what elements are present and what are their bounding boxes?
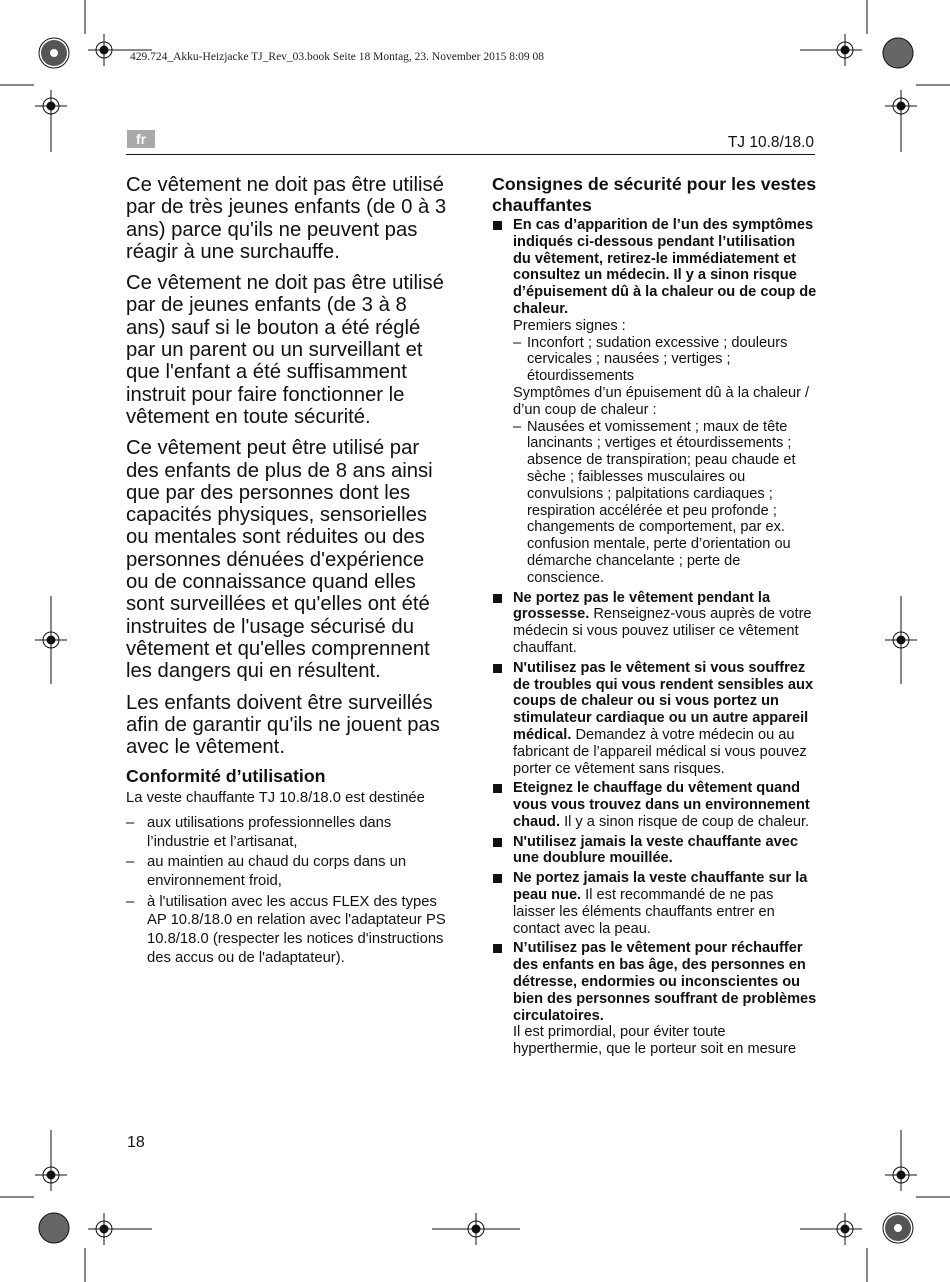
safety-list [492, 217, 817, 1058]
conformity-intro: La veste chauffante TJ 10.8/18.0 est destinée [126, 790, 425, 807]
bullet-text: Il y a sinon risque de coup de chaleur. [560, 813, 810, 830]
list-item [492, 834, 817, 868]
bullet-bold-text: N’utilisez pas le vêtement pour réchauffer des enfants en bas âge, des personnes en détresse, endormies ou inconscientes ou bien des personnes souffrant de problèmes circulatoires. [513, 940, 817, 1024]
crosshair-mark-bottom-right [800, 1213, 862, 1245]
left-column [126, 174, 451, 970]
bullet-bold-text: N'utilisez jamais la veste chauffante avec une doublure mouillée. [513, 833, 798, 867]
list-item [492, 940, 817, 1058]
starburst-mark-bottom-left [39, 1213, 69, 1243]
first-signs-text: – Inconfort ; sudation excessive ; douleurs cervicales ; nausées ; vertiges ; étourdissements [513, 335, 817, 385]
model-label: TJ 10.8/18.0 [727, 134, 814, 151]
list-item: – à l'utilisation avec les accus FLEX des types AP 10.8/18.0 en relation avec l'adaptateur PS 10.8/18.0 (respecter les notices d'instructions des accus ou de l'adaptateur). [126, 893, 451, 968]
crosshair-mark-right-lower [885, 1130, 917, 1191]
bullet-square-icon [493, 944, 502, 953]
exhaustion-text: – Nausées et vomissement ; maux de tête lancinants ; vertiges et étourdissements ; absence de transpiration; peau chaude et sèche ; faiblesses musculaires ou convulsions ; palpitations cardiaques ; respiration accélérée et peu profonde ; changements de comportement, par ex. confusion mentale, perte d’orientation ou démarche chancelante ; perte de conscience. [513, 419, 817, 587]
paragraph-children-over-8: Ce vêtement peut être utilisé par des enfants de plus de 8 ans ainsi que par des personnes dont les capacités physiques, sensorielles ou mentales sont réduites ou des personnes dénuées d'expérience ou de connaissance quand elles sont surveillées et qu'elles ont été instruites de l'usage sécurisé du vêtement et qu'elles comprennent les dangers qui en résultent. [126, 437, 433, 683]
crosshair-mark-left-lower [35, 1130, 67, 1191]
paragraph-children-3-8: Ce vêtement ne doit pas être utilisé par de jeunes enfants (de 3 à 8 ans) sauf si le bouton a été réglé par un parent ou un surveillant et que l'enfant a été suffisamment instruit pour faire fonctionner le vêtement en toute sécurité. [126, 272, 444, 428]
starburst-mark-top-left [39, 38, 69, 68]
right-column [492, 174, 817, 1061]
bullet-bold-text: En cas d’apparition de l’un des symptômes indiqués ci-dessous pendant l’utilisation du vêtement, retirez-le immédiatement et consultez un médecin. Il y a sinon risque d’épuisement dû à la chaleur ou de coup de chaleur. [513, 217, 817, 317]
crosshair-mark-right-middle [885, 596, 917, 684]
bullet-square-icon [493, 594, 502, 603]
bullet-bold-text: Ne portez jamais la veste chauffante sur la peau nue. [513, 870, 808, 904]
bullet-square-icon [493, 221, 502, 230]
bullet-bold-text: Eteignez le chauffage du vêtement quand vous vous trouvez dans un environnement chaud. [513, 780, 810, 830]
bullet-square-icon [493, 874, 502, 883]
conformity-list [126, 814, 451, 968]
page-number: 18 [127, 1134, 145, 1151]
header-rule [126, 154, 815, 155]
exhaustion-label: Symptômes d’un épuisement dû à la chaleur / d’un coup de chaleur : [513, 384, 810, 418]
starburst-mark-top-right [883, 38, 913, 68]
list-item: – aux utilisations professionnelles dans l’industrie et l’artisanat, [126, 814, 451, 851]
bullet-bold-text: N'utilisez pas le vêtement si vous souffrez de troubles qui vous rendent sensibles aux coups de chaleur ou si vous portez un stimulateur cardiaque ou un autre appareil médical. [513, 659, 814, 743]
list-item [492, 217, 817, 587]
starburst-mark-bottom-right [883, 1213, 913, 1243]
bullet-text: Demandez à votre médecin ou au fabricant de l’appareil médical si vous pouvez porter ce vêtement sans risques. [513, 726, 807, 777]
list-item [492, 870, 817, 937]
list-item [492, 780, 817, 830]
safety-heading: Consignes de sécurité pour les vestes chauffantes [492, 174, 817, 215]
paragraph-young-children: Ce vêtement ne doit pas être utilisé par de très jeunes enfants (de 0 à 3 ans) parce qu'ils ne peuvent pas réagir à une surchauffe. [126, 174, 447, 263]
crosshair-mark-left-middle [35, 596, 67, 684]
bullet-bold-text: Ne portez pas le vêtement pendant la grossesse. [513, 589, 771, 623]
bullet-square-icon [493, 784, 502, 793]
list-item [492, 660, 817, 778]
list-item: – au maintien au chaud du corps dans un environnement froid, [126, 853, 451, 890]
crosshair-mark-bottom-center [432, 1213, 520, 1245]
language-tab: fr [127, 130, 155, 148]
list-item [492, 590, 817, 657]
first-signs-label: Premiers signes : [513, 317, 626, 334]
crosshair-mark-bottom-left [88, 1213, 152, 1245]
bullet-text: Renseignez-vous auprès de votre médecin si vous pouvez utiliser ce vêtement chauffant. [513, 606, 812, 656]
bullet-text: Il est recommandé de ne pas laisser les éléments chauffants entrer en contact avec la peau. [513, 887, 775, 937]
bullet-square-icon [493, 838, 502, 847]
crosshair-mark-right-2 [885, 90, 917, 152]
crosshair-mark-left-2 [35, 90, 67, 152]
paragraph-supervision: Les enfants doivent être surveillés afin de garantir qu'ils ne jouent pas avec le vêtement. [126, 691, 440, 759]
bullet-text: Il est primordial, pour éviter toute hyperthermie, que le porteur soit en mesure [513, 1024, 797, 1058]
print-slug: 429.724_Akku-Heizjacke TJ_Rev_03.book Seite 18 Montag, 23. November 2015 8:09 08 [130, 51, 545, 63]
conformity-heading: Conformité d’utilisation [126, 766, 326, 787]
bullet-square-icon [493, 664, 502, 673]
crosshair-mark-top-right-1 [800, 34, 862, 66]
